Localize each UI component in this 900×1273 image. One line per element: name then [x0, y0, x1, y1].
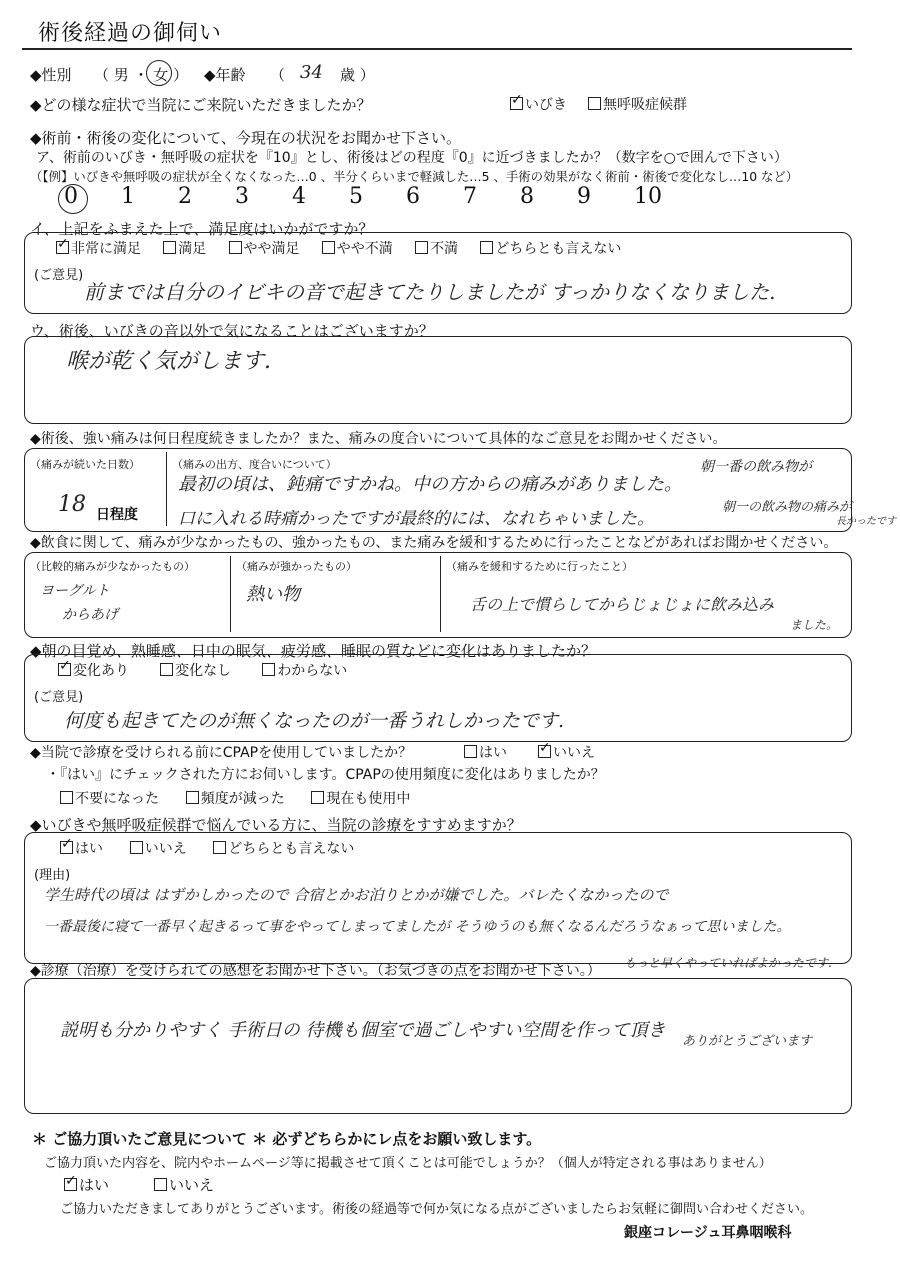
- checkbox-icon[interactable]: [186, 791, 199, 804]
- scale-1[interactable]: 1: [121, 184, 135, 209]
- q7-col1-value-1[interactable]: ヨーグルト: [40, 583, 110, 599]
- q6-days-value[interactable]: 18: [58, 492, 86, 517]
- q7-col3-value[interactable]: 舌の上で慣らしてからじょじょに飲み込み: [470, 595, 775, 614]
- scale-5[interactable]: 5: [349, 184, 363, 209]
- clinic-name: 銀座コレージュ耳鼻咽喉科: [624, 1225, 792, 1241]
- checkbox-icon[interactable]: [311, 791, 324, 804]
- q4-option-label: 不満: [430, 241, 459, 257]
- footer-option-no[interactable]: [154, 1174, 214, 1195]
- q10-reason-line3[interactable]: もっと早くやっていればよかったです.: [624, 956, 832, 970]
- q4-options[interactable]: [56, 238, 621, 258]
- scale-3[interactable]: 3: [235, 184, 249, 209]
- footer-thanks: ご協力いただきましてありがとうございます。術後の経過等で何か気になる点がございましたらお気軽に御問い合わせください。: [60, 1202, 813, 1217]
- q9-sub-options[interactable]: [60, 788, 410, 808]
- q8-option-label: 変化あり: [73, 663, 129, 679]
- q6-detail-label: （痛みの出方、度合いについて）: [172, 458, 337, 471]
- page-title: 術後経過の御伺い: [38, 21, 223, 46]
- footer-option-yes-label: はい: [79, 1176, 110, 1194]
- checkbox-icon[interactable]: [262, 663, 275, 676]
- q9-sub-option-label: 現在も使用中: [326, 791, 411, 807]
- q10-reason-line2[interactable]: 一番最後に寝て一番早く起きるって事をやってしまってましたが そうゆうのも無くなるんだろうなぁって思いました。: [44, 919, 791, 935]
- q6-heading: ◆術後、強い痛みは何日程度続きましたか？また、痛みの度合いについて具体的なご意見をお聞かせください。: [30, 431, 727, 447]
- q8-comment-label: (ご意見): [34, 690, 84, 705]
- q6-divider: [166, 452, 167, 526]
- q8-comment[interactable]: 何度も起きてたのが無くなったのが一番うれしかったです.: [64, 710, 565, 732]
- checkbox-icon[interactable]: [60, 791, 73, 804]
- q7-col1-value-2[interactable]: からあげ: [62, 607, 118, 623]
- scale-4[interactable]: 4: [292, 184, 306, 209]
- q9-option-yes[interactable]: [464, 742, 507, 762]
- q10-option-label: どちらとも言えない: [228, 841, 355, 857]
- q7-col3-label: （痛みを緩和するために行ったこと）: [446, 560, 633, 573]
- q2-option-snoring[interactable]: [510, 94, 567, 114]
- age-label: ◆年齢: [204, 66, 246, 84]
- q4-comment[interactable]: 前までは自分のイビキの音で起きてたりしましたが すっかりなくなりました.: [84, 280, 776, 304]
- q6-detail-line2[interactable]: 口に入れる時痛かったですが最終的には、なれちゃいました。: [178, 509, 654, 529]
- q2-option-apnea[interactable]: [588, 94, 687, 114]
- q4-option-label: 満足: [178, 241, 207, 257]
- q10-reason-line1[interactable]: 学生時代の頃は はずかしかったので 合宿とかお泊りとかが嫌でした。バレたくなかったので: [44, 886, 669, 904]
- checkbox-icon[interactable]: [480, 241, 493, 254]
- q10-reason-label: (理由): [34, 868, 71, 883]
- q2-option-snoring-label: いびき: [525, 97, 567, 113]
- q4-option-label: 非常に満足: [71, 241, 141, 257]
- q7-col3-value2[interactable]: ました。: [790, 618, 839, 632]
- checkbox-icon[interactable]: [588, 97, 601, 110]
- checkbox-checked-icon[interactable]: [510, 97, 523, 110]
- q2-question: ◆どの様な症状で当院にご来院いただきましたか？: [30, 96, 372, 114]
- checkbox-checked-icon[interactable]: [60, 841, 73, 854]
- q10-option-label: はい: [75, 841, 103, 857]
- q7-divider-1: [230, 556, 231, 632]
- sex-options[interactable]: （ 男 ・ 女 ）: [94, 66, 189, 84]
- q9-option-yes-label: はい: [479, 745, 507, 761]
- checkbox-icon[interactable]: [154, 1178, 167, 1191]
- scale-7[interactable]: 7: [463, 184, 477, 209]
- footer-option-yes[interactable]: [64, 1174, 109, 1195]
- footer-option-no-label: いいえ: [169, 1176, 215, 1194]
- q4-option-label: どちらとも言えない: [495, 241, 622, 257]
- q11-comment-line1[interactable]: 説明も分かりやすく 手術日の 待機も個室で過ごしやすい空間を作って頂き: [60, 1020, 666, 1041]
- q5-heading: ウ、術後、いびきの音以外で気になることはございますか？: [30, 322, 434, 340]
- q3-example: （【例】いびきや無呼吸の症状が全くなくなった…0 、半分くらいまで軽減した…5 、手術の効果がなく術前・術後で変化なし…10 など）: [30, 169, 799, 184]
- q6-detail-note3[interactable]: 長かったです: [836, 516, 896, 527]
- scale-selected-circle: [58, 184, 88, 214]
- q10-option-label: いいえ: [144, 841, 187, 857]
- q3-sub-a: ア、術前のいびき・無呼吸の症状を『10』とし、術後はどの程度『0』に近づきましたか？（数字を○で囲んで下さい）: [36, 150, 788, 166]
- sex-label: ◆性別: [30, 66, 72, 84]
- scale-6[interactable]: 6: [406, 184, 420, 209]
- q10-options[interactable]: [60, 838, 354, 858]
- checkbox-icon[interactable]: [415, 241, 428, 254]
- checkbox-icon[interactable]: [322, 241, 335, 254]
- q9-sub-option-label: 頻度が減った: [200, 791, 285, 807]
- sex-selected-circle: [146, 60, 172, 86]
- q9-option-no-label: いいえ: [553, 745, 595, 761]
- title-underline: [22, 48, 852, 50]
- q7-col1-label: （比較的痛みが少なかったもの）: [30, 560, 195, 573]
- scale-0[interactable]: 0: [64, 184, 78, 209]
- q2-option-apnea-label: 無呼吸症候群: [603, 97, 687, 113]
- checkbox-checked-icon[interactable]: [56, 241, 69, 254]
- q10-heading: ◆いびきや無呼吸症候群で悩んでいる方に、当院の診療をすすめますか？: [30, 816, 522, 834]
- age-value[interactable]: 34: [300, 62, 323, 83]
- q9-sub-option-label: 不要になった: [75, 791, 159, 807]
- q6-days-unit: 日程度: [96, 507, 138, 523]
- q11-comment-line2[interactable]: ありがとうございます: [682, 1034, 813, 1049]
- q9-option-no[interactable]: [538, 742, 595, 762]
- age-unit: 歳 ）: [340, 66, 375, 84]
- scale-10[interactable]: 10: [634, 184, 662, 209]
- q6-days-label: （痛みが続いた日数）: [30, 458, 140, 471]
- q8-heading: ◆朝の目覚め、熟睡感、日中の眠気、疲労感、睡眠の質などに変化はありましたか？: [30, 642, 596, 660]
- scale-2[interactable]: 2: [178, 184, 192, 209]
- checkbox-checked-icon[interactable]: [58, 663, 71, 676]
- q4-option-label: やや満足: [243, 241, 300, 257]
- checkbox-icon[interactable]: [464, 745, 477, 758]
- q11-heading: ◆診療（治療）を受けられての感想をお聞かせ下さい。（お気づきの点をお聞かせ下さい。）: [30, 963, 601, 979]
- q8-option-label: わからない: [277, 663, 348, 679]
- q7-heading: ◆飲食に関して、痛みが少なかったもの、強かったもの、また痛みを緩和するために行ったことなどがあればお聞かせください。: [30, 535, 838, 551]
- q6-detail-note1[interactable]: 朝一番の飲み物が: [700, 459, 812, 475]
- footer-question: ご協力頂いた内容を、院内やホームページ等に掲載させて頂くことは可能でしょうか？（個人が特定される事はありません）: [44, 1156, 772, 1171]
- q9-heading: ◆当院で診療を受けられる前にCPAPを使用していましたか？: [30, 745, 413, 761]
- checkbox-icon[interactable]: [160, 663, 173, 676]
- q6-detail-note2[interactable]: 朝一の飲み物の痛みが: [722, 500, 853, 515]
- age-open: （: [270, 66, 286, 84]
- q4-heading: イ、上記をふまえた上で、満足度はいかがですか？: [30, 220, 374, 238]
- q8-options[interactable]: [58, 660, 347, 680]
- q4-comment-label: (ご意見): [34, 268, 84, 283]
- checkbox-icon[interactable]: [213, 841, 226, 854]
- q8-option-label: 変化なし: [175, 663, 232, 679]
- checkbox-icon[interactable]: [130, 841, 143, 854]
- checkbox-checked-icon[interactable]: [64, 1178, 77, 1191]
- q7-divider-2: [440, 556, 441, 632]
- q7-col2-label: （痛みが強かったもの）: [236, 560, 357, 573]
- scale-8[interactable]: 8: [520, 184, 534, 209]
- q9-sub: ・『はい』にチェックされた方にお伺いします。CPAPの使用頻度に変化はありましたか？: [46, 767, 605, 783]
- q7-col2-value[interactable]: 熱い物: [246, 584, 300, 605]
- q5-comment[interactable]: 喉が乾く気がします.: [66, 349, 271, 374]
- checkbox-checked-icon[interactable]: [538, 745, 551, 758]
- checkbox-icon[interactable]: [163, 241, 176, 254]
- footer-notice: ＊ ご協力頂いたご意見について ＊ 必ずどちらかにレ点をお願い致します。: [32, 1130, 542, 1148]
- q4-option-label: やや不満: [336, 241, 393, 257]
- scale-9[interactable]: 9: [577, 184, 591, 209]
- checkbox-icon[interactable]: [229, 241, 242, 254]
- q6-detail-line1[interactable]: 最初の頃は、鈍痛ですかね。中の方からの痛みがありました。: [178, 474, 682, 495]
- q3-scale[interactable]: [64, 184, 691, 209]
- q3-heading: ◆術前・術後の変化について、今現在の状況をお聞かせ下さい。: [30, 129, 461, 147]
